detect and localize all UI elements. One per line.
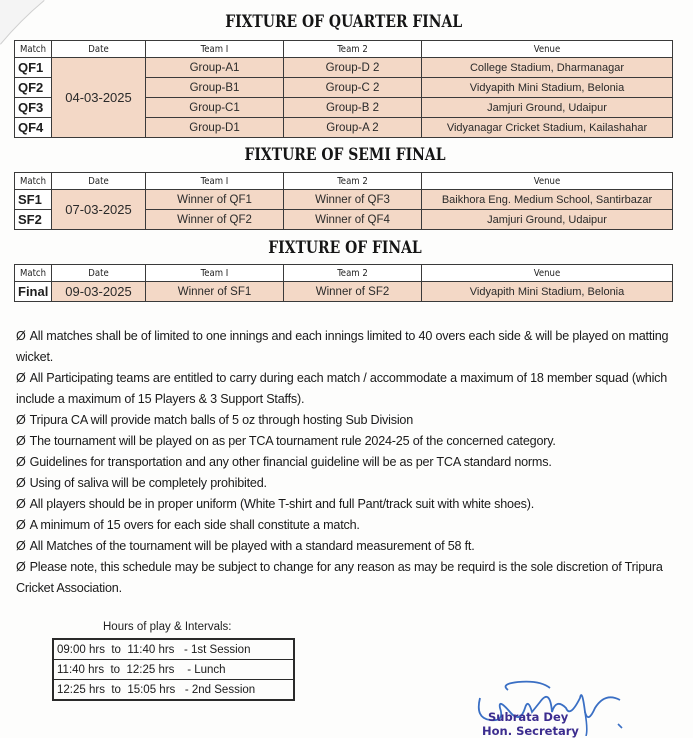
bullet-icon: Ø xyxy=(16,413,26,427)
header-team1: Team I xyxy=(146,173,284,190)
hours-cell: 09:00 hrs to 11:40 hrs - 1st Session xyxy=(53,639,294,660)
rule-text: Guidelines for transportation and any other financial guideline will be as per TCA standard norms. xyxy=(29,455,552,469)
rule-item xyxy=(16,536,676,557)
table-row xyxy=(15,58,673,78)
hours-row xyxy=(53,660,294,680)
match-cell: SF2 xyxy=(15,210,52,230)
hours-row xyxy=(53,680,294,701)
match-cell: QF2 xyxy=(15,78,52,98)
bullet-icon: Ø xyxy=(16,497,26,511)
quarter-final-title: FIXTURE OF QUARTER FINAL xyxy=(225,12,463,32)
match-cell: SF1 xyxy=(15,190,52,210)
header-match: Match xyxy=(15,265,52,282)
rule-text: Please note, this schedule may be subject to change for any reason as may be requird is the sole discretion of Tripura Cricket Association. xyxy=(16,560,663,595)
venue-cell: Baikhora Eng. Medium School, Santirbazar xyxy=(422,190,673,210)
hours-table xyxy=(52,638,295,701)
rule-text: All players should be in proper uniform (White T-shirt and full Pant/track suit with white shoes). xyxy=(29,497,535,511)
rule-item xyxy=(16,494,676,515)
rules-list xyxy=(16,326,676,599)
signatory-name: Subrata Dey xyxy=(488,710,569,724)
rule-text: The tournament will be played on as per TCA tournament rule 2024-25 of the concerned category. xyxy=(29,434,556,448)
rule-item xyxy=(16,326,676,368)
quarter-final-table xyxy=(14,40,673,138)
hours-row xyxy=(53,639,294,660)
team2-cell: Winner of QF3 xyxy=(284,190,422,210)
venue-cell: Vidyapith Mini Stadium, Belonia xyxy=(422,282,673,302)
bullet-icon: Ø xyxy=(16,455,26,469)
bullet-icon: Ø xyxy=(16,518,26,532)
bullet-icon: Ø xyxy=(16,434,26,448)
match-cell: QF4 xyxy=(15,118,52,138)
header-match: Match xyxy=(15,41,52,58)
team1-cell: Winner of QF1 xyxy=(146,190,284,210)
rule-item xyxy=(16,473,676,494)
rule-text: A minimum of 15 overs for each side shall constitute a match. xyxy=(29,518,360,532)
header-date: Date xyxy=(52,41,146,58)
bullet-icon: Ø xyxy=(16,476,26,490)
bullet-icon: Ø xyxy=(16,539,26,553)
team2-cell: Winner of SF2 xyxy=(284,282,422,302)
team1-cell: Group-B1 xyxy=(146,78,284,98)
rule-item xyxy=(16,452,676,473)
rule-text: All Participating teams are entitled to carry during each match / accommodate a maximum of 18 member squad (which include a maximum of 15 Players & 3 Support Staffs). xyxy=(16,371,668,406)
header-date: Date xyxy=(52,173,146,190)
venue-cell: Vidyanagar Cricket Stadium, Kailashahar xyxy=(422,118,673,138)
final-title: FIXTURE OF FINAL xyxy=(268,238,422,258)
table-header-row xyxy=(15,265,673,282)
table-header-row xyxy=(15,41,673,58)
date-cell: 09-03-2025 xyxy=(52,282,146,302)
header-team2: Team 2 xyxy=(284,41,422,58)
signatory-title: Hon. Secretary xyxy=(482,724,579,738)
team2-cell: Group-B 2 xyxy=(284,98,422,118)
semi-final-table xyxy=(14,172,673,230)
hours-cell: 12:25 hrs to 15:05 hrs - 2nd Session xyxy=(53,680,294,701)
team1-cell: Winner of QF2 xyxy=(146,210,284,230)
team1-cell: Group-C1 xyxy=(146,98,284,118)
semi-final-title: FIXTURE OF SEMI FINAL xyxy=(244,145,446,165)
hours-title: Hours of play & Intervals: xyxy=(103,621,232,633)
table-row xyxy=(15,282,673,302)
date-cell: 04-03-2025 xyxy=(52,58,146,138)
table-header-row xyxy=(15,173,673,190)
match-cell: QF3 xyxy=(15,98,52,118)
header-team2: Team 2 xyxy=(284,173,422,190)
header-venue: Venue xyxy=(422,173,673,190)
final-table xyxy=(14,264,673,302)
rule-text: Tripura CA will provide match balls of 5 oz through hosting Sub Division xyxy=(29,413,414,427)
header-venue: Venue xyxy=(422,41,673,58)
match-cell: Final xyxy=(15,282,52,302)
team1-cell: Group-D1 xyxy=(146,118,284,138)
venue-cell: College Stadium, Dharmanagar xyxy=(422,58,673,78)
table-row xyxy=(15,190,673,210)
rule-item xyxy=(16,368,676,410)
venue-cell: Vidyapith Mini Stadium, Belonia xyxy=(422,78,673,98)
rule-text: Using of saliva will be completely prohibited. xyxy=(29,476,267,490)
rule-text: All Matches of the tournament will be played with a standard measurement of 58 ft. xyxy=(29,539,475,553)
bullet-icon: Ø xyxy=(16,371,26,385)
rule-text: All matches shall be of limited to one innings and each innings limited to 40 overs each side & will be played on matting wicket. xyxy=(16,329,669,364)
team2-cell: Group-D 2 xyxy=(284,58,422,78)
match-cell: QF1 xyxy=(15,58,52,78)
venue-cell: Jamjuri Ground, Udaipur xyxy=(422,98,673,118)
rule-item xyxy=(16,431,676,452)
venue-cell: Jamjuri Ground, Udaipur xyxy=(422,210,673,230)
rule-item xyxy=(16,557,676,599)
bullet-icon: Ø xyxy=(16,560,26,574)
header-venue: Venue xyxy=(422,265,673,282)
bullet-icon: Ø xyxy=(16,329,26,343)
team2-cell: Group-C 2 xyxy=(284,78,422,98)
rule-item xyxy=(16,515,676,536)
header-team1: Team I xyxy=(146,41,284,58)
header-team1: Team I xyxy=(146,265,284,282)
hours-cell: 11:40 hrs to 12:25 hrs - Lunch xyxy=(53,660,294,680)
team1-cell: Winner of SF1 xyxy=(146,282,284,302)
header-date: Date xyxy=(52,265,146,282)
team2-cell: Winner of QF4 xyxy=(284,210,422,230)
date-cell: 07-03-2025 xyxy=(52,190,146,230)
rule-item xyxy=(16,410,676,431)
header-match: Match xyxy=(15,173,52,190)
team1-cell: Group-A1 xyxy=(146,58,284,78)
team2-cell: Group-A 2 xyxy=(284,118,422,138)
header-team2: Team 2 xyxy=(284,265,422,282)
